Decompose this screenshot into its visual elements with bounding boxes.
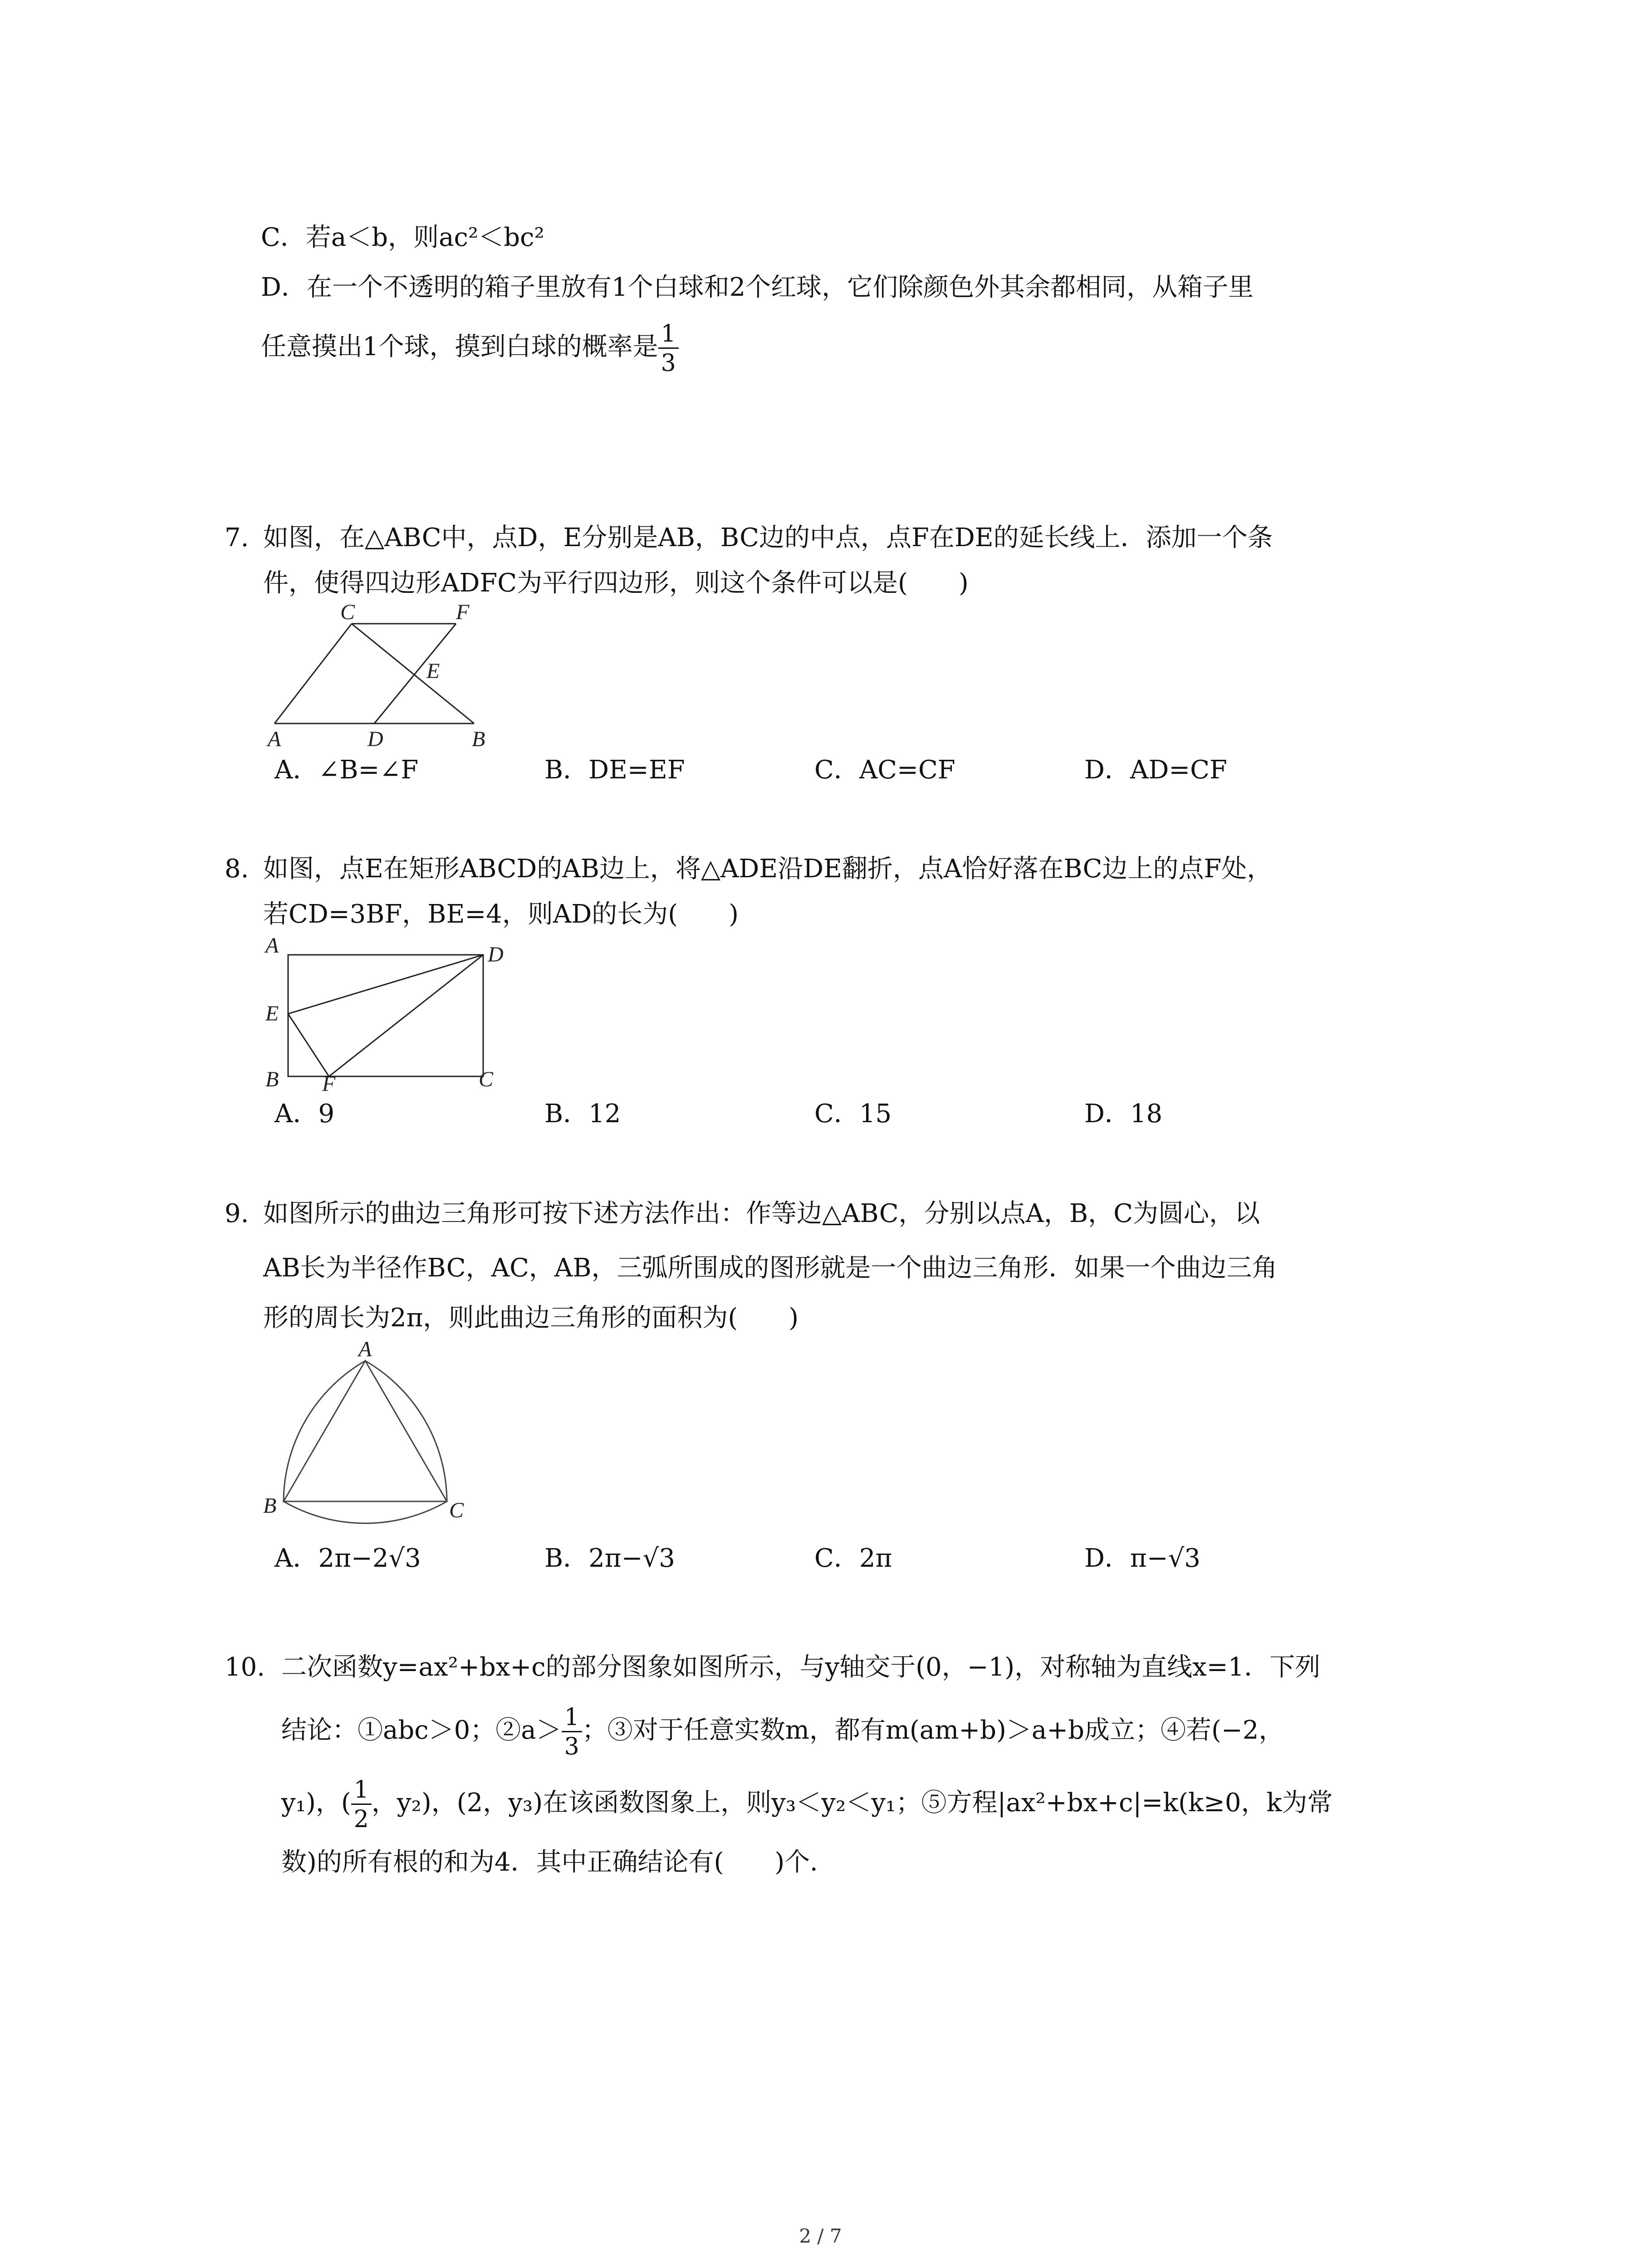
q9-label-a: A — [358, 1337, 372, 1361]
q7-number: 7. — [225, 523, 249, 552]
q7-figure — [254, 600, 508, 758]
q10-number: 10. — [225, 1652, 265, 1682]
q9-option-c[interactable]: C．2π — [814, 1544, 892, 1573]
q10-fraction-one-half — [351, 1778, 372, 1831]
q8-line1: 如图，点E在矩形ABCD的AB边上，将△ADE沿DE翻折，点A恰好落在BC边上的点F处， — [263, 854, 1273, 884]
q8-label-a: A — [265, 934, 279, 958]
q10-line3-text-b: ，y₂)，(2，y₃)在该函数图象上，则y₃＜y₂＜y₁；⑤方程|ax²+bx+c|=k(k≥0，k为常 — [371, 1788, 1333, 1818]
q9-line2: AB长为半径作BC，AC，AB，三弧所围成的图形就是一个曲边三角形．如果一个曲边三角 — [263, 1253, 1278, 1283]
q8-label-c: C — [479, 1067, 494, 1091]
q7-label-b: B — [472, 727, 485, 751]
q8-figure — [254, 934, 535, 1096]
q8-option-d[interactable]: D．18 — [1084, 1099, 1163, 1129]
q8-label-f: F — [322, 1072, 336, 1096]
q7-label-c: C — [340, 600, 355, 624]
q6-option-d-line2 — [261, 322, 679, 375]
q7-option-c[interactable]: C．AC=CF — [814, 755, 955, 785]
q6-option-d-line1: D．在一个不透明的箱子里放有1个白球和2个红球，它们除颜色外其余都相同，从箱子里 — [261, 273, 1254, 302]
q7-label-d: D — [367, 727, 383, 751]
q7-label-a: A — [268, 727, 281, 751]
q7-label-f: F — [456, 600, 470, 624]
q9-option-d[interactable]: D．π−√3 — [1084, 1544, 1200, 1573]
q10-line3 — [281, 1778, 1332, 1831]
q9-line3: 形的周长为2π，则此曲边三角形的面积为( ) — [263, 1303, 799, 1333]
q6-option-c: C．若a＜b，则ac²＜bc² — [261, 223, 544, 252]
q9-label-b: B — [263, 1494, 277, 1518]
q9-number: 9. — [225, 1199, 249, 1228]
q10-line1: 二次函数y=ax²+bx+c的部分图象如图所示，与y轴交于(0，−1)，对称轴为直线x=1．下列 — [281, 1652, 1321, 1682]
q8-option-b[interactable]: B．12 — [544, 1099, 621, 1129]
q10-frac2-num: 1 — [351, 1778, 372, 1805]
q7-line1: 如图，在△ABC中，点D，E分别是AB，BC边的中点，点F在DE的延长线上．添加一个条 — [263, 523, 1273, 552]
q10-line2-text-b: ；③对于任意实数m，都有m(am+b)＞a+b成立；④若(−2， — [582, 1716, 1284, 1745]
q10-frac1-den: 3 — [564, 1733, 579, 1760]
q8-label-b: B — [265, 1067, 279, 1091]
q9-figure — [254, 1338, 490, 1533]
q7-line2: 件，使得四边形ADFC为平行四边形，则这个条件可以是( ) — [263, 568, 969, 598]
q7-option-b[interactable]: B．DE=EF — [544, 755, 685, 785]
q10-frac1-num: 1 — [562, 1706, 582, 1732]
q6-frac-den: 3 — [661, 350, 676, 377]
q8-option-a[interactable]: A．9 — [274, 1099, 335, 1129]
q10-line4: 数)的所有根的和为4．其中正确结论有( )个． — [281, 1848, 836, 1877]
q6-frac-num: 1 — [658, 322, 679, 349]
q6-fraction — [658, 322, 679, 375]
q9-label-c: C — [449, 1498, 464, 1522]
q8-label-d: D — [488, 943, 504, 967]
q9-option-b[interactable]: B．2π−√3 — [544, 1544, 675, 1573]
q7-option-a[interactable]: A．∠B=∠F — [274, 755, 419, 785]
q10-line2-text-a: 结论：①abc＞0；②a＞ — [281, 1716, 562, 1745]
q10-line2 — [281, 1706, 1284, 1759]
q6-option-d-text: 任意摸出1个球，摸到白球的概率是 — [261, 332, 658, 362]
q9-line1: 如图所示的曲边三角形可按下述方法作出：作等边△ABC，分别以点A，B，C为圆心，以 — [263, 1199, 1260, 1228]
q8-number: 8. — [225, 854, 249, 884]
q10-fraction-one-third — [562, 1706, 582, 1759]
q7-label-e: E — [426, 659, 440, 683]
q8-option-c[interactable]: C．15 — [814, 1099, 892, 1129]
q10-frac2-den: 2 — [353, 1806, 369, 1833]
page-number: 2 / 7 — [799, 2225, 842, 2247]
q10-line3-text-a: y₁)，( — [281, 1788, 351, 1818]
q8-line2: 若CD=3BF，BE=4，则AD的长为( ) — [263, 899, 739, 929]
q9-option-a[interactable]: A．2π−2√3 — [274, 1544, 421, 1573]
q7-option-d[interactable]: D．AD=CF — [1084, 755, 1227, 785]
q8-label-e: E — [265, 1002, 279, 1026]
